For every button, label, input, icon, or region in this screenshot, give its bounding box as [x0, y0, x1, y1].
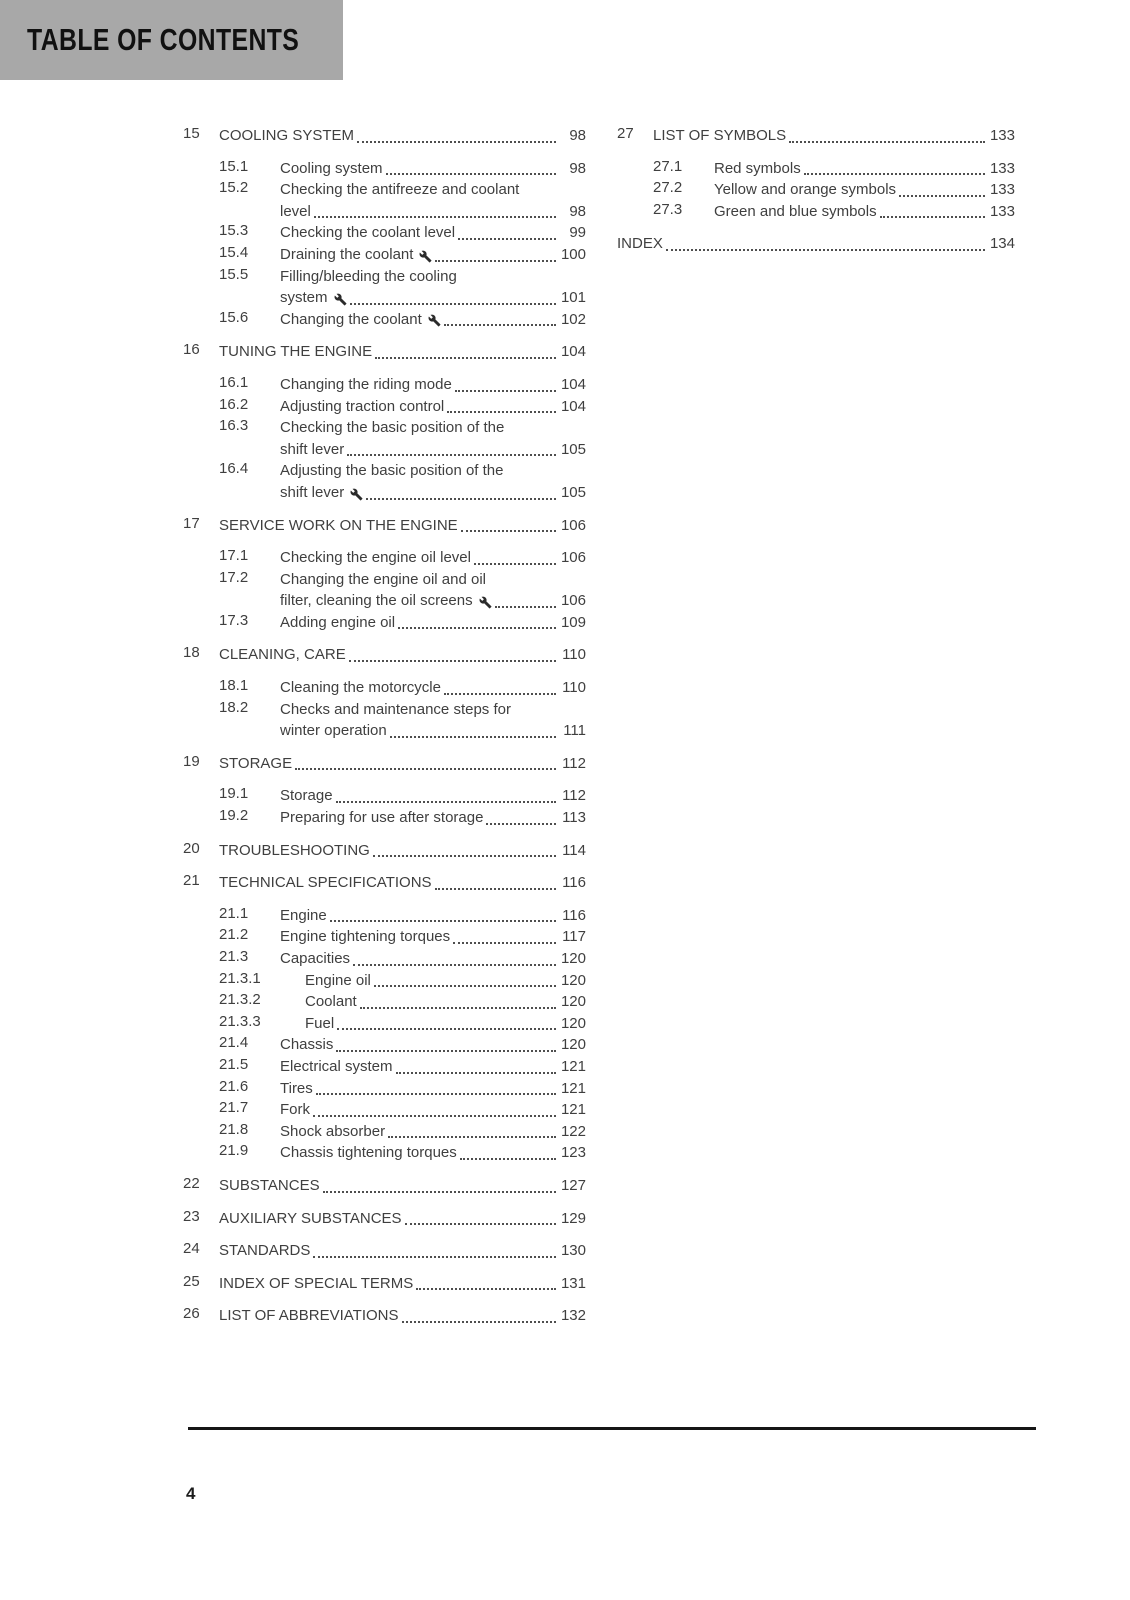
- toc-entry-21.5: [183, 1056, 586, 1078]
- dot-leader: [350, 303, 556, 305]
- entry-title: TROUBLESHOOTING: [219, 841, 370, 859]
- dot-leader: [323, 1191, 556, 1193]
- entry-page: 117: [562, 928, 586, 946]
- dot-leader: [899, 195, 985, 197]
- entry-page: 121: [560, 1101, 586, 1119]
- entry-number: 16: [183, 341, 200, 359]
- entry-number: 21: [183, 872, 200, 890]
- table-of-contents: [183, 125, 1016, 1338]
- dot-leader: [360, 1007, 556, 1009]
- header-box: [0, 0, 343, 80]
- entry-number: 15.5: [219, 265, 249, 283]
- wrench-icon: [350, 488, 363, 501]
- toc-entry-16.1: [183, 374, 586, 396]
- entry-title: Cleaning the motorcycle: [280, 679, 441, 697]
- dot-leader: [402, 1321, 557, 1323]
- entry-page: 132: [560, 1307, 586, 1325]
- entry-number: 19.1: [219, 785, 249, 803]
- toc-entry-15.1: [183, 158, 586, 180]
- entry-number: 21.1: [219, 904, 249, 922]
- entry-page: 106: [560, 516, 586, 534]
- entry-title: Adjusting the basic position of the: [280, 462, 504, 480]
- entry-page: 127: [560, 1176, 586, 1194]
- toc-entry-18.2: [183, 699, 586, 742]
- entry-number: 27.3: [653, 200, 683, 218]
- entry-title: CLEANING, CARE: [219, 646, 346, 664]
- dot-leader: [373, 855, 556, 857]
- dot-leader: [316, 1093, 556, 1095]
- dot-leader: [353, 964, 556, 966]
- dot-leader: [486, 823, 556, 825]
- dot-leader: [460, 1158, 556, 1160]
- entry-title: Filling/bleeding the cooling: [280, 267, 457, 285]
- entry-title: Red symbols: [714, 159, 801, 177]
- entry-title: Chassis tightening torques: [280, 1144, 457, 1162]
- toc-entry-21.6: [183, 1078, 586, 1100]
- entry-number: 15.4: [219, 243, 249, 261]
- entry-number: 16.1: [219, 373, 249, 391]
- toc-entry-19.2: [183, 807, 586, 829]
- entry-number: 17: [183, 514, 200, 532]
- dot-leader: [336, 801, 556, 803]
- dot-leader: [495, 606, 556, 608]
- dot-leader: [374, 985, 556, 987]
- toc-entry-27.3: [617, 201, 1015, 223]
- dot-leader: [666, 249, 985, 251]
- entry-number: 18.2: [219, 698, 249, 716]
- toc-entry-26: [183, 1305, 586, 1327]
- entry-number: 21.7: [219, 1099, 249, 1117]
- entry-title: Adding engine oil: [280, 613, 396, 631]
- entry-page: 109: [560, 613, 586, 631]
- entry-page: 111: [563, 722, 586, 740]
- entry-number: 17.1: [219, 547, 249, 565]
- dot-leader: [366, 498, 556, 500]
- entry-title: SERVICE WORK ON THE ENGINE: [219, 516, 458, 534]
- entry-title: Preparing for use after storage: [280, 809, 484, 827]
- dot-leader: [789, 141, 985, 143]
- entry-title: LIST OF SYMBOLS: [653, 127, 787, 144]
- dot-leader: [396, 1072, 556, 1074]
- toc-entry-21.3: [183, 948, 586, 970]
- entry-page: 121: [560, 1079, 586, 1097]
- entry-title: LIST OF ABBREVIATIONS: [219, 1307, 399, 1325]
- entry-page: 98: [569, 159, 586, 177]
- page-number: 4: [186, 1484, 196, 1503]
- entry-page: 104: [560, 343, 586, 361]
- toc-entry-27.1: [617, 158, 1015, 180]
- entry-number: 17.2: [219, 568, 249, 586]
- toc-entry-16.2: [183, 396, 586, 418]
- entry-title: INDEX: [617, 235, 663, 253]
- dot-leader: [474, 563, 556, 565]
- entry-number: 22: [183, 1174, 200, 1192]
- entry-number: 19.2: [219, 807, 249, 825]
- entry-page: 120: [560, 950, 586, 967]
- entry-title: Electrical system: [280, 1057, 393, 1075]
- entry-title: Checks and maintenance steps for: [280, 700, 511, 718]
- entry-title: Engine oil: [305, 971, 371, 989]
- entry-title: Checking the basic position of the: [280, 419, 505, 437]
- dot-leader: [416, 1288, 556, 1290]
- toc-entry-21.1: [183, 905, 586, 927]
- entry-page: 98: [569, 202, 586, 220]
- entry-title: system: [280, 289, 328, 307]
- dot-leader: [295, 768, 556, 770]
- toc-entry-27.2: [617, 179, 1015, 201]
- toc-entry-22: [183, 1175, 586, 1197]
- entry-title: TECHNICAL SPECIFICATIONS: [219, 874, 432, 892]
- toc-entry-15: [183, 125, 586, 147]
- dot-leader: [375, 357, 556, 359]
- entry-title: Storage: [280, 787, 333, 805]
- dot-leader: [405, 1223, 556, 1225]
- wrench-icon: [479, 596, 492, 609]
- entry-page: 120: [560, 993, 586, 1011]
- dot-leader: [398, 627, 556, 629]
- toc-entry-21.3.3: [183, 1013, 586, 1035]
- entry-page: 104: [560, 397, 586, 415]
- entry-number: 17.3: [219, 611, 249, 629]
- dot-leader: [453, 942, 556, 944]
- dot-leader: [444, 693, 556, 695]
- entry-title: shift lever: [280, 440, 345, 458]
- entry-title: winter operation: [280, 722, 387, 740]
- entry-page: 98: [569, 127, 586, 144]
- entry-title: filter, cleaning the oil screens: [280, 592, 473, 610]
- dot-leader: [336, 1050, 556, 1052]
- entry-number: 21.5: [219, 1055, 249, 1073]
- toc-entry-24: [183, 1240, 586, 1262]
- entry-page: 131: [560, 1274, 586, 1292]
- entry-page: 100: [560, 245, 586, 263]
- entry-number: 16.4: [219, 460, 249, 478]
- dot-leader: [314, 216, 556, 218]
- toc-entry-15.5: [183, 266, 586, 309]
- entry-number: 21.3.1: [219, 969, 261, 987]
- dot-leader: [458, 238, 556, 240]
- toc-entry-21.2: [183, 926, 586, 948]
- entry-title: COOLING SYSTEM: [219, 127, 355, 144]
- toc-entry-18.1: [183, 677, 586, 699]
- entry-page: 133: [989, 181, 1015, 199]
- entry-number: 15.6: [219, 308, 249, 326]
- entry-title: Yellow and orange symbols: [714, 181, 897, 199]
- dot-leader: [386, 173, 556, 175]
- dot-leader: [444, 324, 556, 326]
- dot-leader: [347, 454, 556, 456]
- dot-leader: [435, 888, 556, 890]
- entry-number: 21.2: [219, 926, 249, 944]
- toc-entry-16: [183, 341, 586, 363]
- entry-page: 99: [569, 224, 586, 242]
- entry-title: Checking the engine oil level: [280, 549, 471, 567]
- entry-page: 105: [560, 440, 586, 458]
- footer-rule: [188, 1427, 1036, 1430]
- entry-page: 110: [562, 646, 586, 664]
- entry-number: 18.1: [219, 677, 249, 695]
- toc-entry-15.3: [183, 222, 586, 244]
- entry-title: Fuel: [305, 1014, 335, 1032]
- entry-number: 15.2: [219, 179, 249, 197]
- dot-leader: [390, 736, 556, 738]
- toc-entry-25: [183, 1273, 586, 1295]
- entry-page: 105: [560, 483, 586, 501]
- toc-entry-18: [183, 644, 586, 666]
- entry-page: 123: [560, 1144, 586, 1162]
- dot-leader: [337, 1028, 556, 1030]
- dot-leader: [388, 1136, 556, 1138]
- entry-title: Engine tightening torques: [280, 928, 451, 946]
- entry-page: 112: [562, 754, 586, 772]
- entry-page: 106: [560, 549, 586, 567]
- entry-title: STANDARDS: [219, 1242, 311, 1260]
- entry-page: 121: [560, 1057, 586, 1075]
- wrench-icon: [428, 314, 441, 327]
- entry-number: 24: [183, 1240, 200, 1258]
- entry-page: 116: [562, 906, 586, 924]
- toc-entry-19.1: [183, 785, 586, 807]
- entry-number: 21.4: [219, 1034, 249, 1052]
- entry-title: Changing the engine oil and oil: [280, 570, 486, 588]
- dot-leader: [435, 260, 556, 262]
- toc-right-column: [617, 125, 1015, 1338]
- entry-page: 133: [989, 159, 1015, 177]
- entry-title: Green and blue symbols: [714, 202, 877, 220]
- entry-page: 114: [562, 841, 586, 859]
- toc-entry-27: [617, 125, 1015, 147]
- dot-leader: [447, 411, 556, 413]
- entry-page: 110: [562, 679, 586, 697]
- dot-leader: [313, 1256, 556, 1258]
- toc-entry-21: [183, 872, 586, 894]
- entry-title: level: [280, 202, 311, 220]
- dot-leader: [461, 530, 556, 532]
- entry-page: 133: [989, 127, 1015, 144]
- entry-page: 122: [560, 1122, 586, 1140]
- toc-entry-16.3: [183, 417, 586, 460]
- entry-title: Draining the coolant: [280, 245, 414, 263]
- toc-entry-21.4: [183, 1034, 586, 1056]
- entry-title: Cooling system: [280, 159, 383, 177]
- dot-leader: [313, 1115, 556, 1117]
- toc-entry-21.8: [183, 1121, 586, 1143]
- toc-entry-16.4: [183, 460, 586, 503]
- entry-number: 21.3: [219, 948, 249, 965]
- entry-number: 27: [617, 125, 634, 142]
- entry-title: SUBSTANCES: [219, 1176, 320, 1194]
- dot-leader: [880, 216, 985, 218]
- page-title: TABLE OF CONTENTS: [27, 22, 300, 57]
- entry-page: 133: [989, 202, 1015, 220]
- entry-title: TUNING THE ENGINE: [219, 343, 373, 361]
- entry-page: 113: [562, 809, 586, 827]
- entry-page: 130: [560, 1242, 586, 1260]
- entry-number: 21.6: [219, 1077, 249, 1095]
- entry-page: 106: [560, 592, 586, 610]
- entry-title: Tires: [280, 1079, 313, 1097]
- toc-entry-17.3: [183, 612, 586, 634]
- toc-entry-15.6: [183, 309, 586, 331]
- entry-title: Changing the riding mode: [280, 375, 452, 393]
- entry-number: 15.3: [219, 222, 249, 240]
- entry-number: 21.3.3: [219, 1012, 261, 1030]
- entry-title: Engine: [280, 906, 327, 924]
- entry-number: 21.3.2: [219, 991, 261, 1009]
- entry-page: 104: [560, 375, 586, 393]
- entry-title: shift lever: [280, 483, 345, 501]
- entry-number: 20: [183, 839, 200, 857]
- entry-number: 21.9: [219, 1142, 249, 1160]
- dot-leader: [357, 141, 556, 143]
- entry-number: 25: [183, 1272, 200, 1290]
- dot-leader: [455, 390, 556, 392]
- entry-title: Fork: [280, 1101, 310, 1119]
- entry-number: 16.2: [219, 395, 249, 413]
- toc-entry-23: [183, 1208, 586, 1230]
- toc-entry-19: [183, 753, 586, 775]
- entry-page: 129: [560, 1209, 586, 1227]
- entry-number: 26: [183, 1305, 200, 1323]
- entry-page: 134: [989, 235, 1015, 253]
- entry-page: 102: [560, 310, 586, 328]
- entry-title: STORAGE: [219, 754, 293, 772]
- entry-title: Coolant: [305, 993, 357, 1011]
- entry-number: 19: [183, 752, 200, 770]
- entry-page: 112: [562, 787, 586, 805]
- entry-title: Checking the coolant level: [280, 224, 456, 242]
- toc-entry-index: [617, 233, 1015, 255]
- entry-number: 27.2: [653, 179, 683, 197]
- toc-entry-17.2: [183, 569, 586, 612]
- dot-leader: [804, 173, 985, 175]
- entry-title: Changing the coolant: [280, 310, 422, 328]
- toc-entry-21.7: [183, 1099, 586, 1121]
- entry-number: 15.1: [219, 157, 249, 175]
- dot-leader: [330, 920, 556, 922]
- toc-left-column: [183, 125, 586, 1338]
- entry-title: Adjusting traction control: [280, 397, 445, 415]
- toc-entry-17: [183, 515, 586, 537]
- entry-number: 16.3: [219, 417, 249, 435]
- entry-page: 120: [560, 1036, 586, 1054]
- entry-title: INDEX OF SPECIAL TERMS: [219, 1274, 414, 1292]
- entry-page: 116: [562, 874, 586, 892]
- toc-entry-21.9: [183, 1142, 586, 1164]
- wrench-icon: [334, 293, 347, 306]
- entry-number: 15: [183, 125, 200, 142]
- toc-entry-20: [183, 840, 586, 862]
- entry-title: Chassis: [280, 1036, 334, 1054]
- toc-entry-21.3.2: [183, 991, 586, 1013]
- entry-number: 21.8: [219, 1120, 249, 1138]
- entry-title: Checking the antifreeze and coolant: [280, 181, 520, 199]
- entry-title: Shock absorber: [280, 1122, 386, 1140]
- entry-number: 23: [183, 1207, 200, 1225]
- dot-leader: [349, 660, 556, 662]
- entry-number: 27.1: [653, 157, 683, 175]
- entry-page: 120: [560, 1014, 586, 1032]
- toc-entry-21.3.1: [183, 970, 586, 992]
- entry-title: Capacities: [280, 950, 351, 967]
- entry-page: 120: [560, 971, 586, 989]
- entry-title: AUXILIARY SUBSTANCES: [219, 1209, 402, 1227]
- toc-entry-15.2: [183, 179, 586, 222]
- wrench-icon: [419, 250, 432, 263]
- toc-entry-15.4: [183, 244, 586, 266]
- entry-number: 18: [183, 644, 200, 662]
- toc-entry-17.1: [183, 547, 586, 569]
- entry-page: 101: [560, 289, 586, 307]
